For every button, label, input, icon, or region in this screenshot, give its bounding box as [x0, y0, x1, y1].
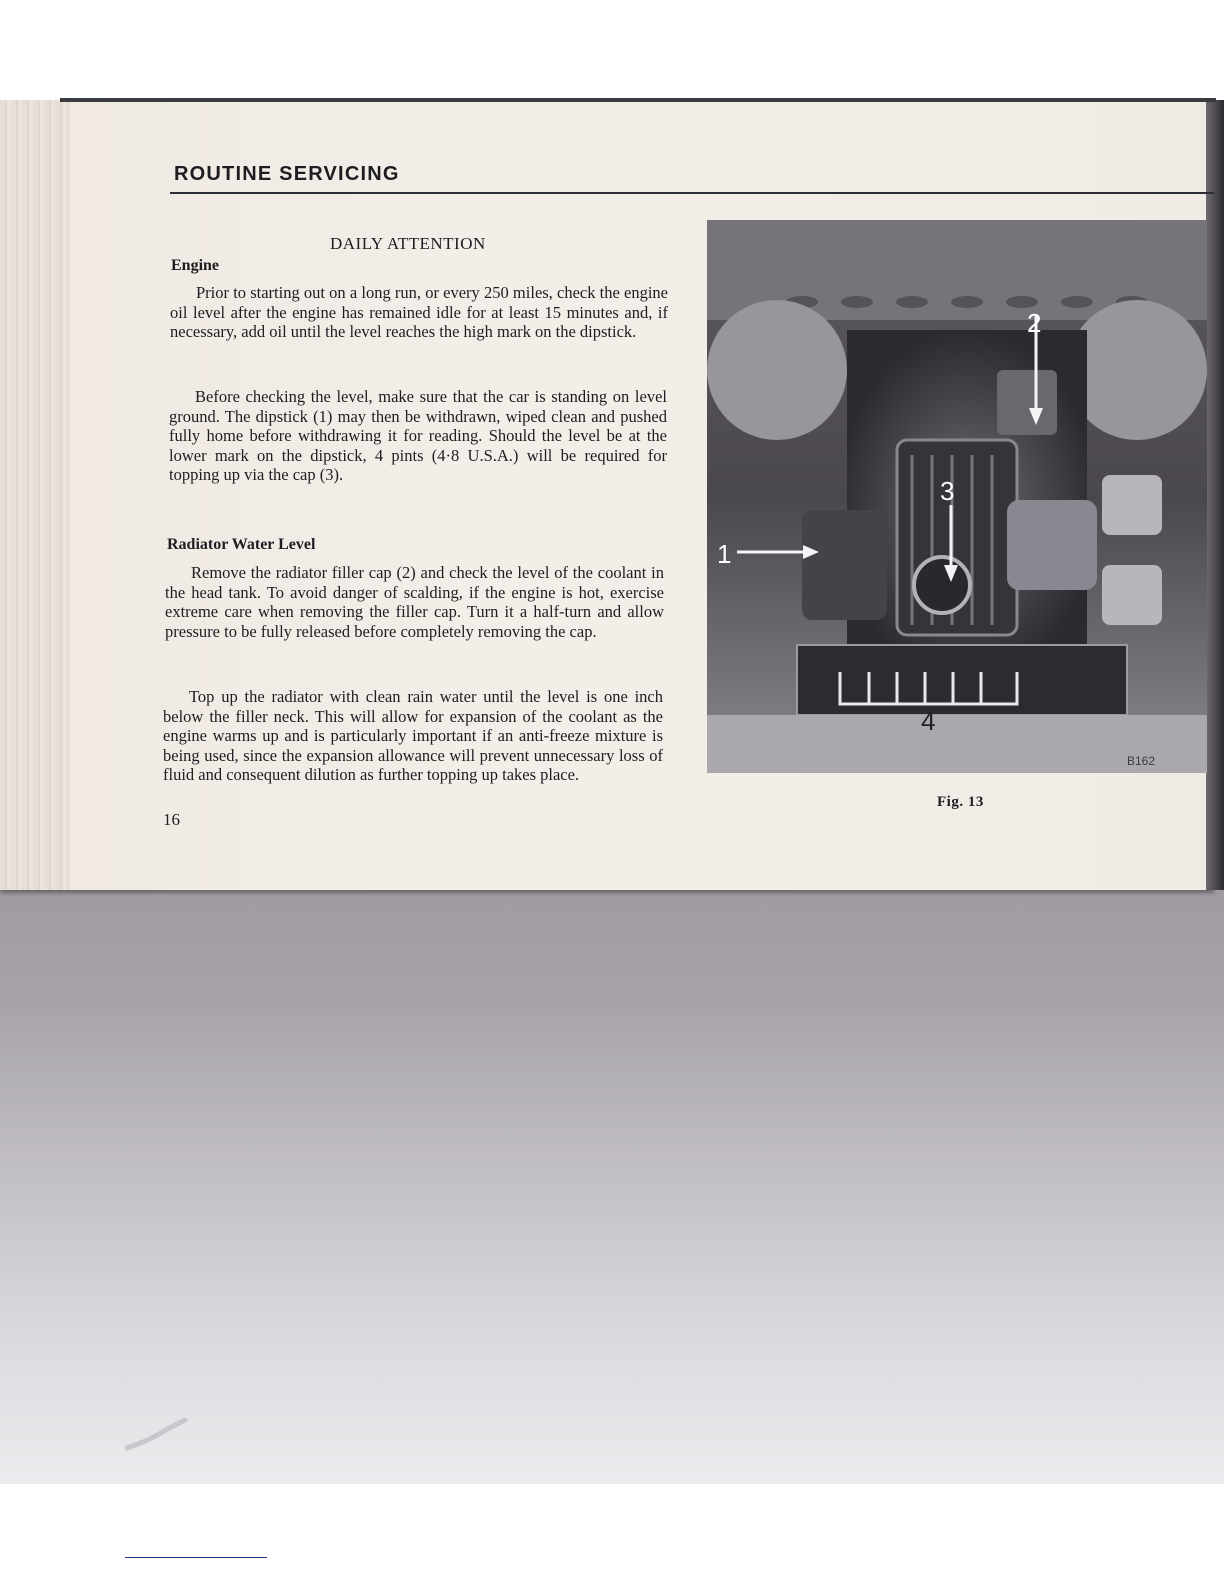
radiator-paragraph: Top up the radiator with clean rain water until the level is one inch below the filler neck. This will allow for expansion of the coolant as the engine warms up and is particularly important if an anti-freeze mixture is being used, since the expansion allowance will prevent unnecessary loss of fluid and consequent dilution as further topping up takes place.: [163, 687, 663, 784]
engine-photo-illustration: [707, 220, 1207, 773]
page-number: 16: [163, 810, 180, 829]
header-tank: [997, 370, 1057, 435]
photo-reference: B162: [1127, 754, 1156, 768]
callout-1-label: 1: [717, 539, 732, 569]
engine-heading: Engine: [171, 257, 220, 274]
header-rule: [170, 192, 1214, 194]
distributor-area: [802, 510, 887, 620]
right-wheel-arch: [1067, 300, 1207, 440]
callout-3-label: 3: [940, 476, 955, 506]
carburettor-rear: [1102, 565, 1162, 625]
oil-filler-cap: [914, 557, 970, 613]
page-top-edge: [60, 98, 1216, 102]
footer-rule: [125, 1557, 267, 1558]
carburettor-front: [1102, 475, 1162, 535]
page-edges: [0, 100, 70, 890]
radiator-paragraph: Remove the radiator filler cap (2) and check the level of the coolant in the head tank. To avoid danger of scalding, if the engine is hot, exercise extreme care when removing the filler cap. Turn it a half-turn and allow pressure to be fully released before completely removing the cap.: [165, 563, 664, 641]
radiator-heading: Radiator Water Level: [167, 536, 316, 553]
running-head: ROUTINE SERVICING: [174, 163, 400, 185]
engine-bay-photo: [707, 220, 1207, 773]
callout-4-label: 4: [921, 706, 936, 736]
section-title: DAILY ATTENTION: [330, 234, 486, 253]
engine-paragraph: Before checking the level, make sure that the car is standing on level ground. The dipstick (1) may then be withdrawn, wiped clean and pushed fully home before withdrawing it for reading. Should the level be at the lower mark on the dipstick, 4 pints (4·8 U.S.A.) will be required for topping up via the cap (3).: [169, 387, 667, 484]
inlet-manifold: [1007, 500, 1097, 590]
left-wheel-arch: [707, 300, 847, 440]
figure-caption: Fig. 13: [937, 794, 984, 810]
engine-paragraph: Prior to starting out on a long run, or every 250 miles, check the engine oil level after the engine has remained idle for at least 15 minutes and, if necessary, add oil until the level reaches the high mark on the dipstick.: [170, 283, 668, 341]
callout-2-label: 2: [1027, 308, 1042, 338]
scan-smudge: [125, 1418, 189, 1454]
